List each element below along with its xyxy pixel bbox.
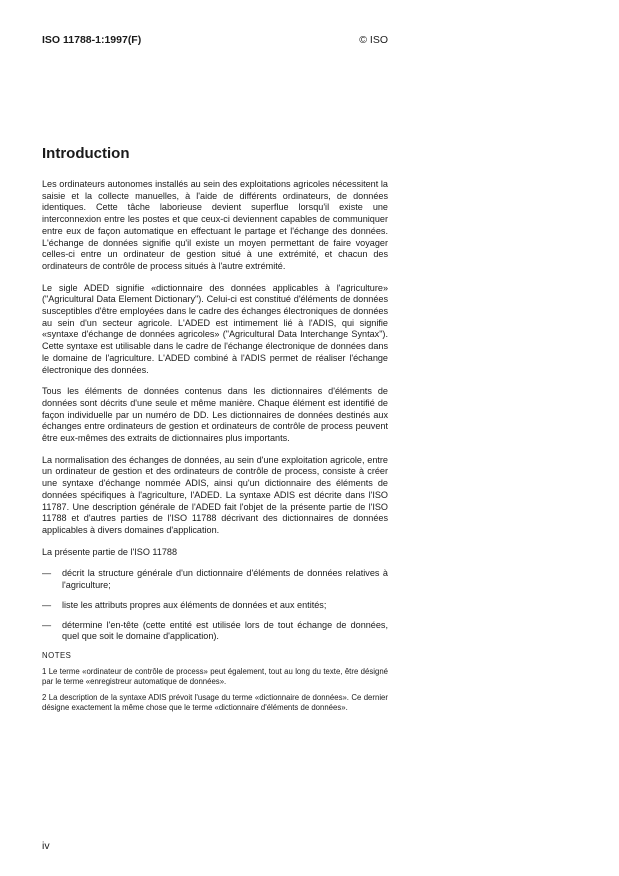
document-body <box>42 179 388 719</box>
list-item-text: liste les attributs propres aux éléments de données et aux entités; <box>62 599 327 610</box>
page-header <box>42 34 388 50</box>
paragraph-intro: Les ordinateurs autonomes installés au sein des exploitations agricoles nécessitent la saisie et la collecte manuelles, à l'aide de différents ordinateurs, de données identiques. Cette tâche laborieuse devient superflue lorsqu'il existe une interconnexion entre les postes et que ceux-ci deviennent capables de communiquer entre eux de façon automatique en effectuant le partage et l'échange des données. L'échange de données signifie qu'il existe un moyen permettant de faire voyager celles-ci entre un ordinateur de gestion situé à une extrémité, et chacun des ordinateurs de contrôle de process situés à l'autre extrémité. <box>42 179 388 271</box>
paragraph-aded: Le sigle ADED signifie «dictionnaire des données applicables à l'agriculture» ("Agricultural Data Element Dictionary"). Celui-ci est constitué d'éléments de données susceptibles d'être employées dans le cadre des échanges électroniques de données au sein d'un secteur agricole. L'ADED est intimement lié à l'ADIS, qui signifie «syntaxe d'échange de données agricoles» ("Agricultural Data Interchange Syntax"). Cette syntaxe est utilisable dans le cadre de l'échange électronique de données dans le domaine de l'agriculture. L'ADED combiné à l'ADIS permet de réaliser l'échange électronique des données. <box>42 282 388 375</box>
list-marker: — <box>42 599 52 610</box>
scope-list <box>42 568 388 643</box>
section-title: Introduction <box>42 145 130 162</box>
notes-title: NOTES <box>42 650 72 660</box>
copyright-notice: © ISO <box>359 34 388 46</box>
list-item <box>42 600 388 612</box>
list-item-text: détermine l'en-tête (cette entité est utilisée lors de tout échange de données, quel que soit le domaine d'application). <box>62 619 388 642</box>
document-id: ISO 11788-1:1997(F) <box>42 34 142 46</box>
list-marker: — <box>42 619 52 630</box>
page-number: iv <box>42 840 50 852</box>
list-marker: — <box>42 568 52 579</box>
paragraph-list-intro: La présente partie de l'ISO 11788 <box>42 546 178 557</box>
paragraph-normalisation: La normalisation des échanges de données, au sein d'une exploitation agricole, entre un ordinateur de gestion et des ordinateurs de contrôle de process, consiste à créer une syntaxe d'échange nommée ADIS, ainsi qu'un dictionnaire des éléments de données spécifiques à l'agriculture, l'ADED. La syntaxe ADIS est décrite dans l'ISO 11787. Une description générale de l'ADED fait l'objet de la présente partie de l'ISO 11788 et d'autres parties de l'ISO 11788 décrivant des dictionnaires de données applicables à divers domaines d'application. <box>42 454 388 535</box>
note-item: 1 Le terme «ordinateur de contrôle de process» peut également, tout au long du texte, être désigné par le terme «enregistreur automatique de données». <box>42 666 388 686</box>
list-item <box>42 568 388 591</box>
list-item-text: décrit la structure générale d'un dictionnaire d'éléments de données relatives à l'agriculture; <box>62 568 388 591</box>
list-item <box>42 620 388 643</box>
paragraph-elements: Tous les éléments de données contenus dans les dictionnaires d'éléments de données sont décrits d'une seule et même manière. Chaque élément est identifié de façon individuelle par un numéro de DD. Les dictionnaires de données destinés aux échanges entre ordinateurs de gestion et ordinateurs de contrôle de process peuvent être eux-mêmes des extraits de dictionnaires plus importants. <box>42 386 388 444</box>
note-item: 2 La description de la syntaxe ADIS prévoit l'usage du terme «dictionnaire de données». Ce dernier désigne exactement la même chose que le terme «dictionnaire d'éléments de données». <box>42 692 388 712</box>
